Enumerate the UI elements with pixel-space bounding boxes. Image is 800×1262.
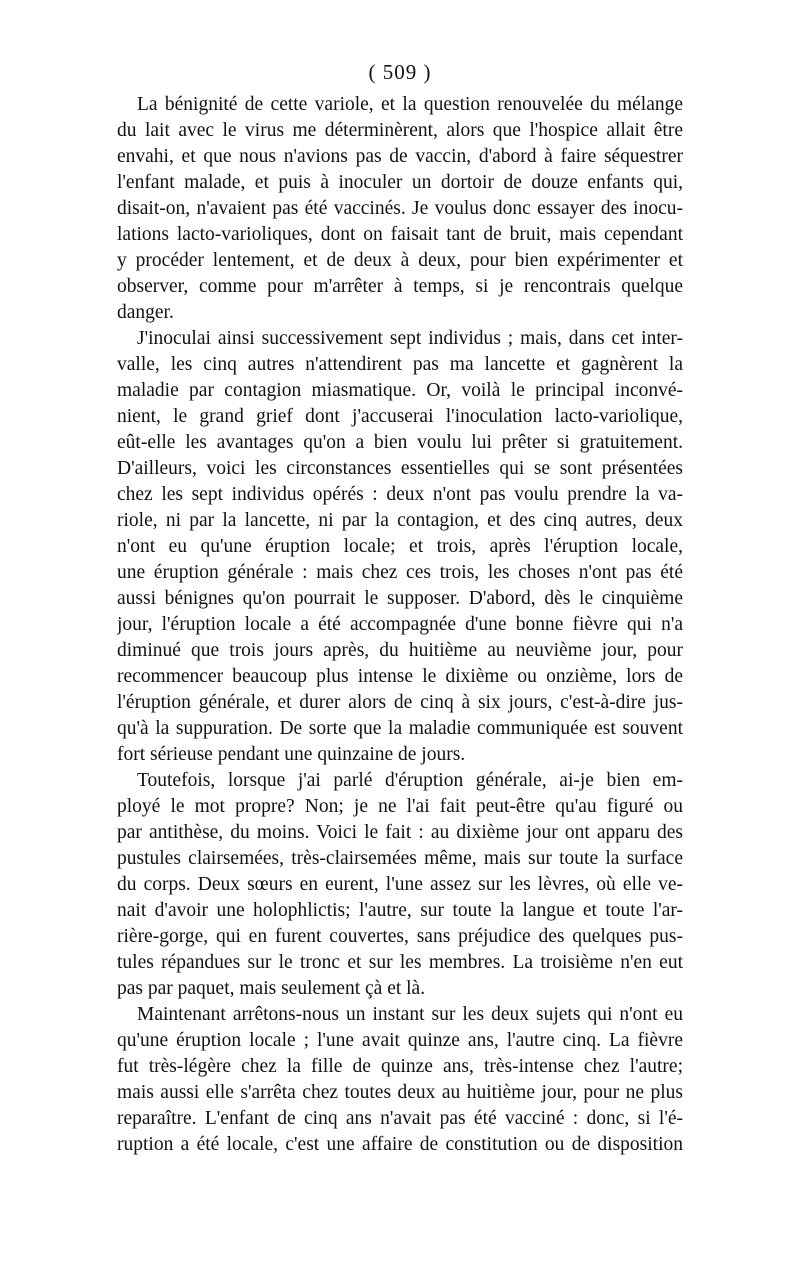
text-line: l'enfant malade, et puis à inoculer un dortoir de douze enfants qui, <box>117 172 683 193</box>
text-line: D'ailleurs, voici les circonstances essentielles qui se sont présentées <box>117 458 683 479</box>
text-line: nient, le grand grief dont j'accuserai l'inoculation lacto-variolique, <box>117 406 683 427</box>
text-line: tules répandues sur le tronc et sur les membres. La troisième n'en eut <box>117 952 683 973</box>
text-line: chez les sept individus opérés : deux n'ont pas voulu prendre la va- <box>117 484 683 505</box>
text-line: disait-on, n'avaient pas été vaccinés. Je voulus donc essayer des inocu- <box>117 198 683 219</box>
text-line: du corps. Deux sœurs en eurent, l'une assez sur les lèvres, où elle ve- <box>117 874 683 895</box>
text-line: maladie par contagion miasmatique. Or, voilà le principal inconvé- <box>117 380 683 401</box>
body-text <box>117 92 683 1158</box>
text-line: aussi bénignes qu'on pourrait le supposer. D'abord, dès le cinquième <box>117 588 683 609</box>
page-number: ( 509 ) <box>368 60 432 84</box>
text-line: lations lacto-varioliques, dont on faisait tant de bruit, mais cependant <box>117 224 683 245</box>
text-line: une éruption générale : mais chez ces trois, les choses n'ont pas été <box>117 562 683 583</box>
text-line: l'éruption générale, et durer alors de cinq à six jours, c'est-à-dire jus- <box>117 692 683 713</box>
text-line: par antithèse, du moins. Voici le fait : au dixième jour ont apparu des <box>117 822 683 843</box>
text-line: diminué que trois jours après, du huitième au neuvième jour, pour <box>117 640 683 661</box>
text-line: pas par paquet, mais seulement çà et là. <box>117 978 426 999</box>
text-line: J'inoculai ainsi successivement sept individus ; mais, dans cet inter- <box>137 328 683 349</box>
text-line: eût-elle les avantages qu'on a bien voulu lui prêter si gratuitement. <box>117 432 683 453</box>
text-line: ruption a été locale, c'est une affaire de constitution ou de disposition <box>117 1134 683 1155</box>
text-line: n'ont eu qu'une éruption locale; et trois, après l'éruption locale, <box>117 536 683 557</box>
text-line: nait d'avoir une holophlictis; l'autre, sur toute la langue et toute l'ar- <box>117 900 683 921</box>
text-line: observer, comme pour m'arrêter à temps, si je rencontrais quelque <box>117 276 683 297</box>
text-line: valle, les cinq autres n'attendirent pas ma lancette et gagnèrent la <box>117 354 683 375</box>
text-line: Toutefois, lorsque j'ai parlé d'éruption générale, ai-je bien em- <box>137 770 683 791</box>
text-line: reparaître. L'enfant de cinq ans n'avait pas été vacciné : donc, si l'é- <box>117 1108 683 1129</box>
text-line: danger. <box>117 302 174 323</box>
text-line: Maintenant arrêtons-nous un instant sur les deux sujets qui n'ont eu <box>137 1004 683 1025</box>
text-line: riole, ni par la lancette, ni par la contagion, et des cinq autres, deux <box>117 510 683 531</box>
text-line: recommencer beaucoup plus intense le dixième ou onzième, lors de <box>117 666 683 687</box>
text-line: envahi, et que nous n'avions pas de vaccin, d'abord à faire séquestrer <box>117 146 683 167</box>
text-line: ployé le mot propre? Non; je ne l'ai fait peut-être qu'au figuré ou <box>117 796 683 817</box>
text-line: du lait avec le virus me déterminèrent, alors que l'hospice allait être <box>117 120 683 141</box>
text-line: rière-gorge, qui en furent couvertes, sans préjudice des quelques pus- <box>117 926 683 947</box>
text-line: mais aussi elle s'arrêta chez toutes deux au huitième jour, pour ne plus <box>117 1082 683 1103</box>
text-line: La bénignité de cette variole, et la question renouvelée du mélange <box>137 94 683 115</box>
text-line: fort sérieuse pendant une quinzaine de jours. <box>117 744 466 765</box>
text-line: qu'à la suppuration. De sorte que la maladie communiquée est souvent <box>117 718 683 739</box>
text-line: y procéder lentement, et de deux à deux, pour bien expérimenter et <box>117 250 683 271</box>
text-line: jour, l'éruption locale a été accompagnée d'une bonne fièvre qui n'a <box>117 614 683 635</box>
text-line: fut très-légère chez la fille de quinze ans, très-intense chez l'autre; <box>117 1056 683 1077</box>
text-line: qu'une éruption locale ; l'une avait quinze ans, l'autre cinq. La fièvre <box>117 1030 683 1051</box>
text-line: pustules clairsemées, très-clairsemées même, mais sur toute la surface <box>117 848 683 869</box>
